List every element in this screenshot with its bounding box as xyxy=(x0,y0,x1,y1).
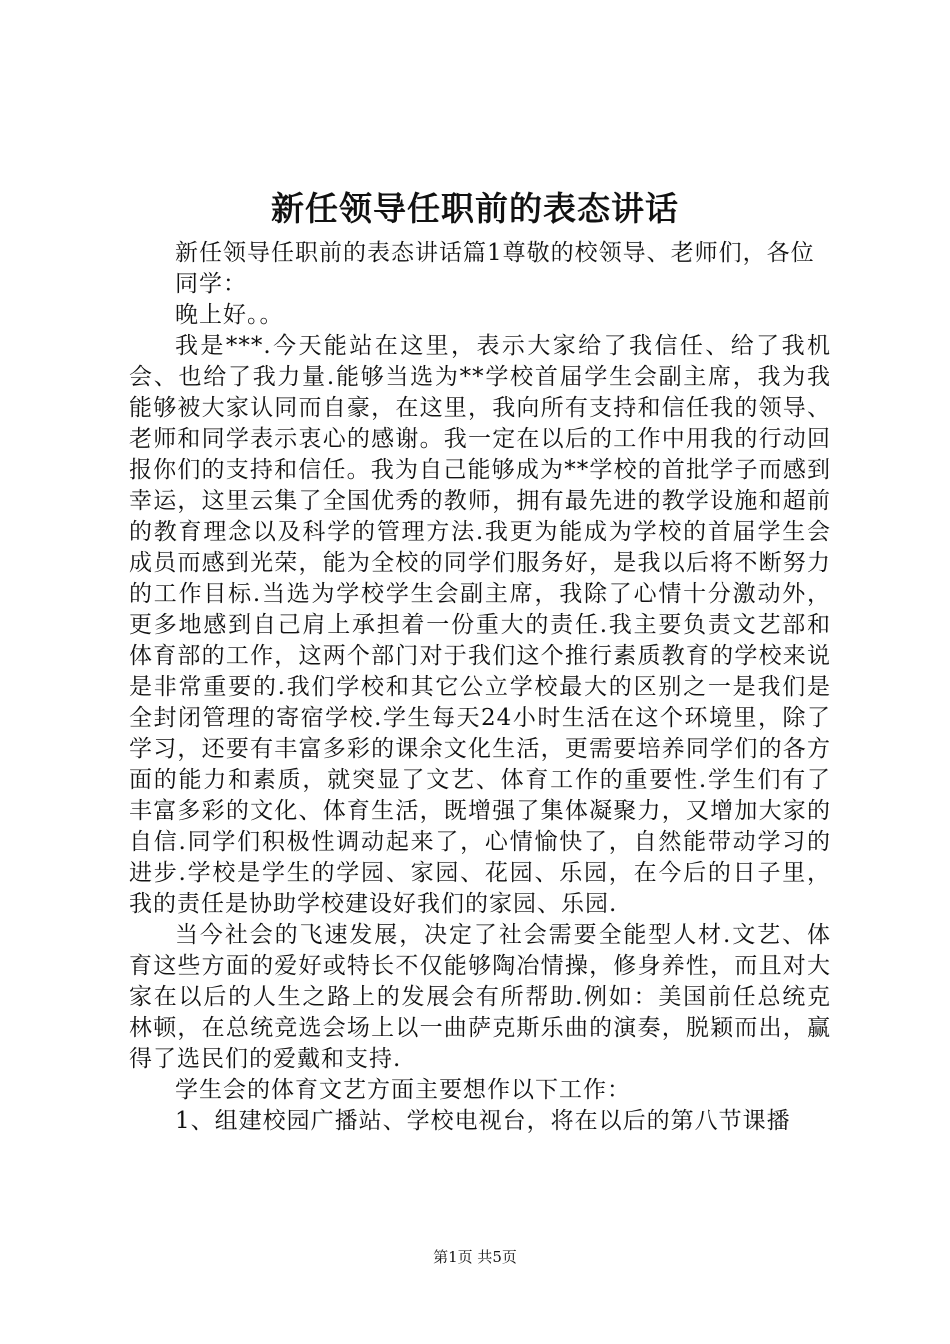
paragraph-7: 1、组建校园广播站、学校电视台，将在以后的第八节课播 xyxy=(175,1108,791,1134)
paragraph-1: 新任领导任职前的表态讲话篇1尊敬的校领导、老师们，各位 xyxy=(175,240,815,266)
paragraph-2: 同学： xyxy=(175,271,247,297)
paragraph-3: 晚上好。。 xyxy=(175,302,284,328)
page-number-footer: 第1页 共5页 xyxy=(433,1248,517,1266)
paragraph-6: 学生会的体育文艺方面主要想作以下工作： xyxy=(175,1077,631,1103)
paragraph-4: 我是***.今天能站在这里，表示大家给了我信任、给了我机会、也给了我力量.能够当选为**学校首届学生会副主席，我为我能够被大家认同而自豪，在这里，我向所有支持和信任我的领导、老师和同学表示衷心的感谢。我一定在以后的工作中用我的行动回报你们的支持和信任。我为自己能够成为**学校的首批学子而感到幸运，这里云集了全国优秀的教师，拥有最先进的教学设施和超前的教育理念以及科学的管理方法.我更为能成为学校的首届学生会成员而感到光荣，能为全校的同学们服务好，是我以后将不断努力的工作目标.当选为学校学生会副主席，我除了心情十分激动外，更多地感到自己肩上承担着一份重大的责任.我主要负责文艺部和体育部的工作，这两个部门对于我们这个推行素质教育的学校来说是非常重要的.我们学校和其它公立学校最大的区别之一是我们是全封闭管理的寄宿学校.学生每天24小时生活在这个环境里，除了学习，还要有丰富多彩的课余文化生活，更需要培养同学们的各方面的能力和素质，就突显了文艺、体育工作的重要性.学生们有了丰富多彩的文化、体育生活，既增强了集体凝聚力，又增加大家的自信.同学们积极性调动起来了，心情愉快了，自然能带动学习的进步.学校是学生的学园、家园、花园、乐园，在今后的日子里，我的责任是协助学校建设好我们的家园、乐园. xyxy=(129,333,831,917)
document-body xyxy=(129,238,831,1137)
document-title: 新任领导任职前的表态讲话 xyxy=(271,189,679,228)
paragraph-5: 当今社会的飞速发展，决定了社会需要全能型人材.文艺、体育这些方面的爱好或特长不仅能够陶冶情操，修身养性，而且对大家在以后的人生之路上的发展会有所帮助.例如：美国前任总统克林顿，在总统竞选会场上以一曲萨克斯乐曲的演奏，脱颖而出，赢得了选民们的爱戴和支持. xyxy=(129,922,831,1072)
